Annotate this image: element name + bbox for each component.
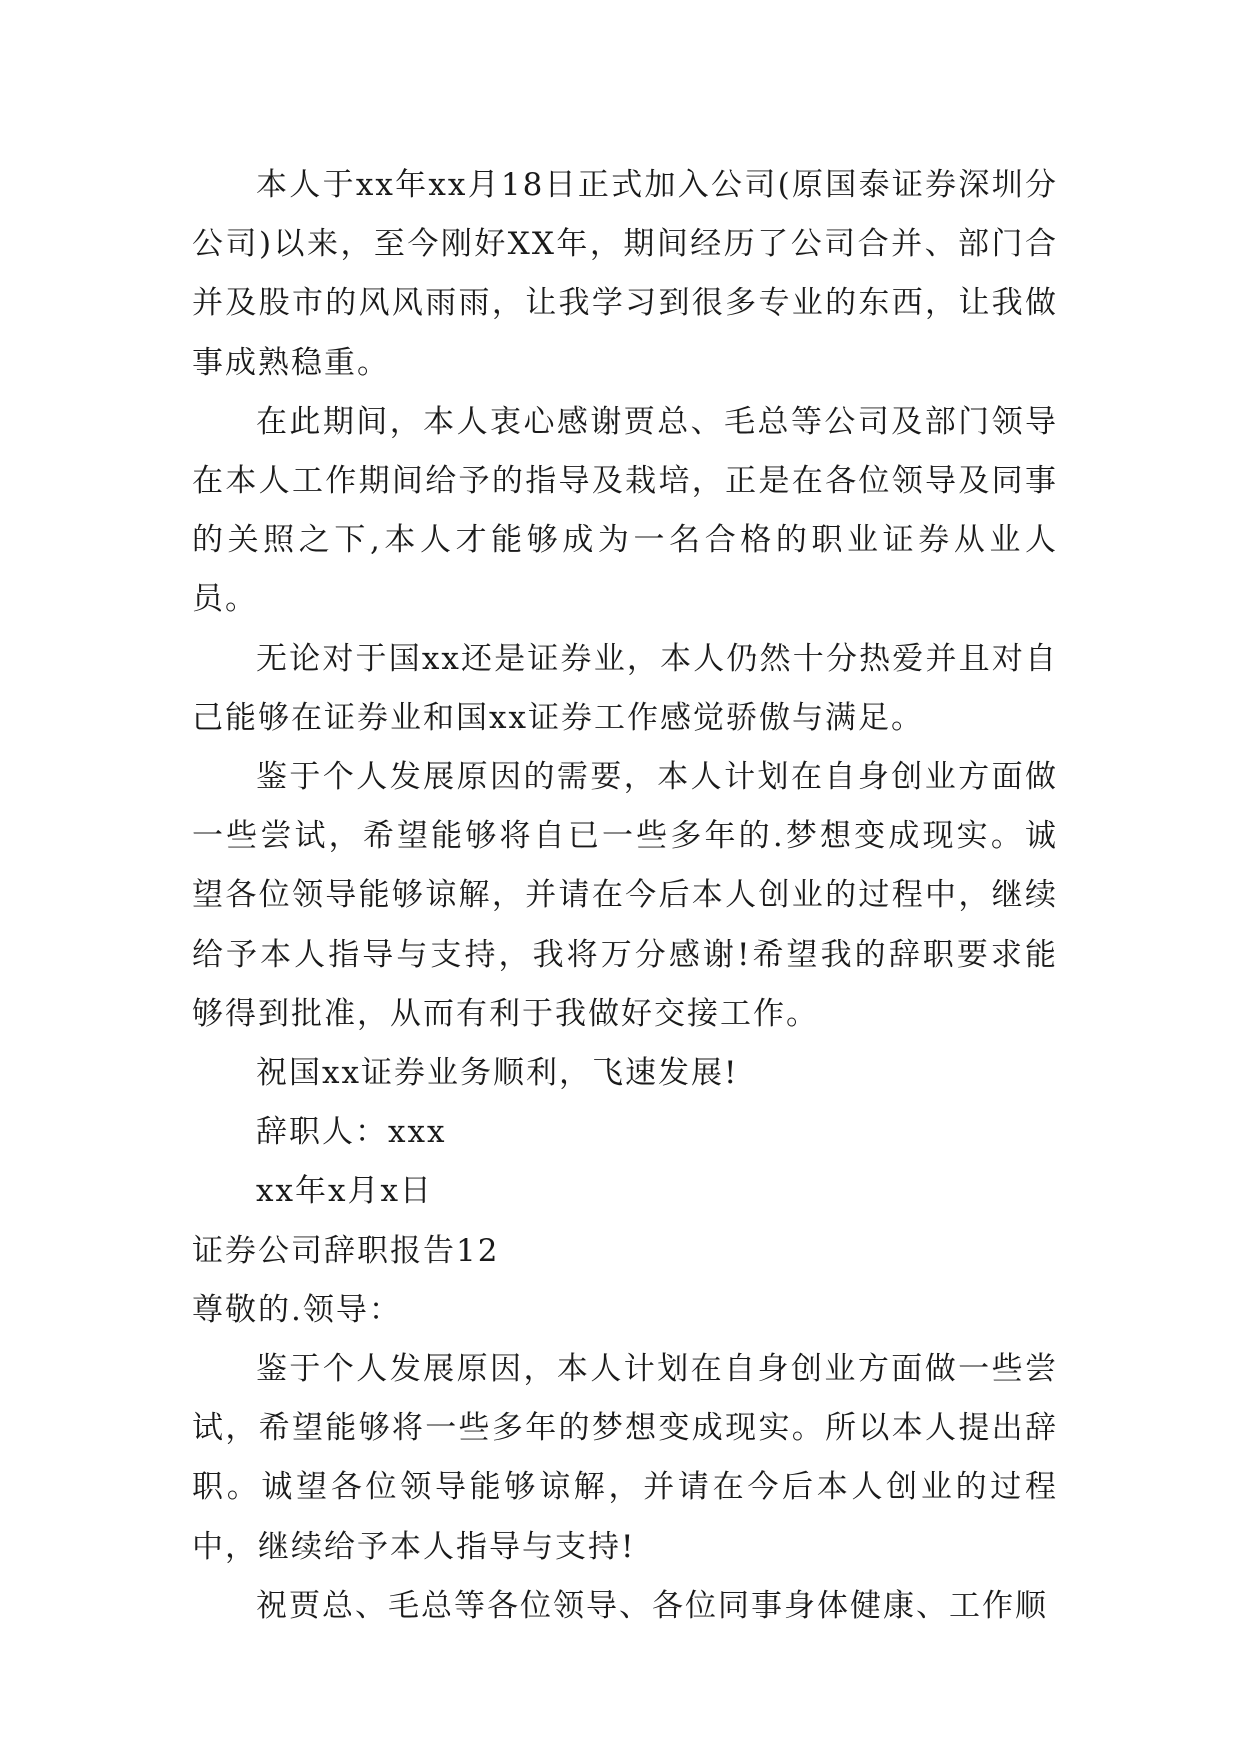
paragraph-wishes-2: 祝贾总、毛总等各位领导、各位同事身体健康、工作顺 xyxy=(256,1587,1048,1624)
section-title: 证券公司辞职报告12 xyxy=(192,1232,500,1269)
paragraph-reason: 鉴于个人发展原因的需要，本人计划在自身创业方面做一些尝试，希望能够将自已一些多年的.梦想变成现实。诚望各位领导能够谅解，并请在今后本人创业的过程中，继续给予本人指导与支持，我将万分感谢!希望我的辞职要求能够得到批准，从而有利于我做好交接工作。 xyxy=(192,759,1058,1032)
paragraph-join-history: 本人于xx年xx月18日正式加入公司(原国泰证券深圳分公司)以来，至今刚好XX年，期间经历了公司合并、部门合并及股市的风风雨雨，让我学习到很多专业的东西，让我做事成熟稳重。 xyxy=(192,167,1058,381)
paragraph-attachment: 无论对于国xx还是证券业，本人仍然十分热爱并且对自己能够在证券业和国xx证券工作感觉骄傲与满足。 xyxy=(192,640,1058,736)
document-body xyxy=(192,156,1058,1636)
date-line: xx年x月x日 xyxy=(256,1173,433,1210)
paragraph-reason-2: 鉴于个人发展原因，本人计划在自身创业方面做一些尝试，希望能够将一些多年的梦想变成现实。所以本人提出辞职。诚望各位领导能够谅解，并请在今后本人创业的过程中，继续给予本人指导与支持! xyxy=(192,1351,1058,1565)
paragraph-thanks: 在此期间，本人衷心感谢贾总、毛总等公司及部门领导在本人工作期间给予的指导及栽培，正是在各位领导及同事的关照之下,本人才能够成为一名合格的职业证券从业人员。 xyxy=(192,403,1058,618)
signature-line: 辞职人：xxx xyxy=(256,1114,447,1151)
paragraph-wishes: 祝国xx证券业务顺利，飞速发展! xyxy=(256,1055,739,1092)
salutation: 尊敬的.领导： xyxy=(192,1291,402,1328)
